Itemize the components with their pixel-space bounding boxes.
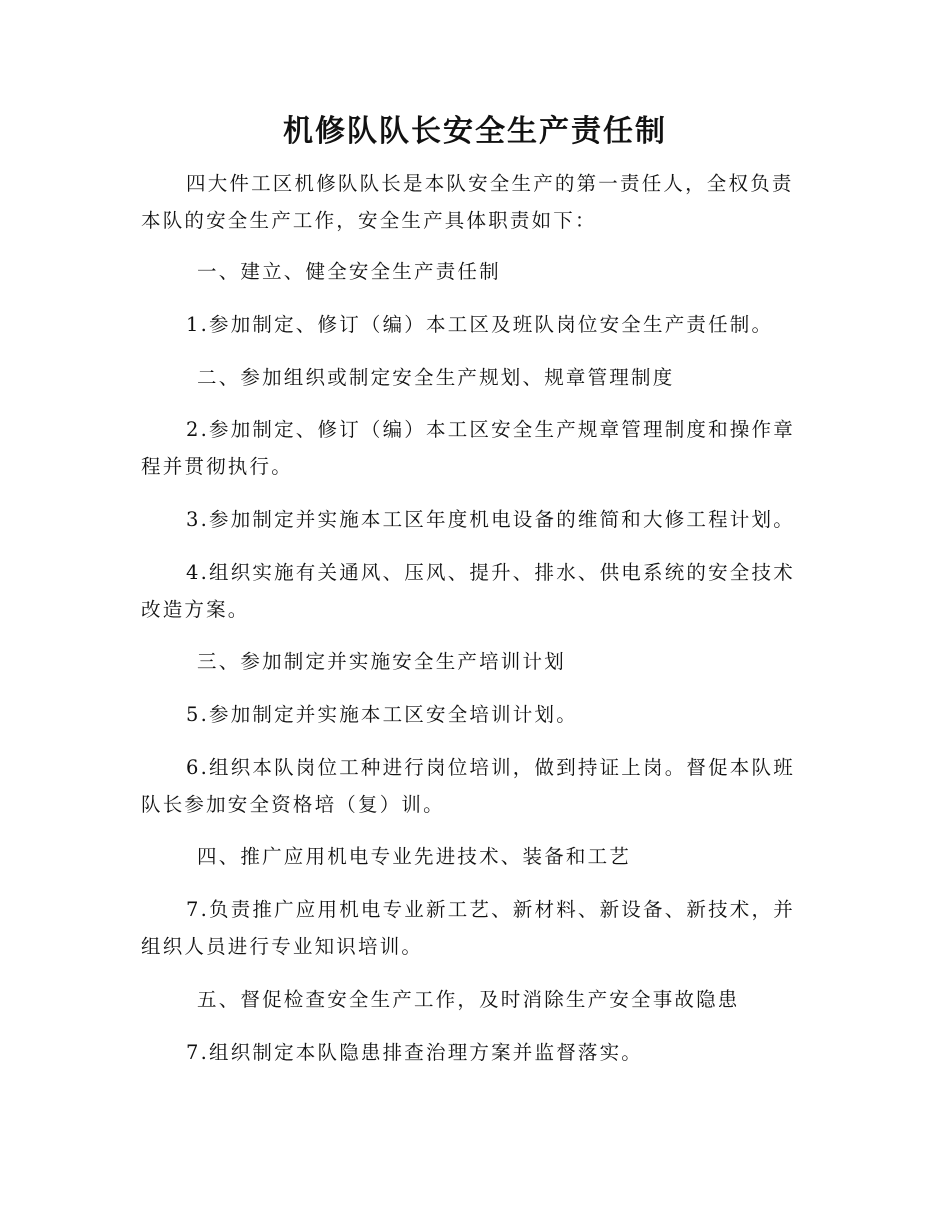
clause-7a-line-1: 7.负责推广应用机电专业新工艺、新材料、新设备、新技术，并	[186, 898, 795, 921]
section-heading-4: 四、推广应用机电专业先进技术、装备和工艺	[197, 845, 632, 868]
intro-line-1: 四大件工区机修队队长是本队安全生产的第一责任人，全权负责	[186, 172, 794, 195]
section-heading-3: 三、参加制定并实施安全生产培训计划	[197, 650, 566, 673]
clause-6-line-2: 队长参加安全资格培（复）训。	[141, 793, 445, 816]
clause-7b: 7.组织制定本队隐患排查治理方案并监督落实。	[186, 1041, 644, 1064]
clause-5: 5.参加制定并实施本工区安全培训计划。	[186, 703, 578, 726]
clause-4-line-1: 4.组织实施有关通风、压风、提升、排水、供电系统的安全技术	[186, 561, 795, 584]
document-title: 机修队队长安全生产责任制	[283, 114, 667, 149]
section-heading-5: 五、督促检查安全生产工作，及时消除生产安全事故隐患	[197, 988, 740, 1011]
clause-2-line-1: 2.参加制定、修订（编）本工区安全生产规章管理制度和操作章	[186, 418, 795, 441]
clause-4	[141, 554, 801, 628]
clause-6-line-1: 6.组织本队岗位工种进行岗位培训，做到持证上岗。督促本队班	[186, 756, 795, 779]
clause-7a	[141, 891, 801, 965]
clause-4-line-2: 改造方案。	[141, 598, 250, 621]
section-heading-2: 二、参加组织或制定安全生产规划、规章管理制度	[197, 366, 675, 389]
clause-2	[141, 411, 801, 485]
clause-2-line-2: 程并贯彻执行。	[141, 455, 293, 478]
intro-paragraph	[141, 165, 801, 239]
clause-1: 1.参加制定、修订（编）本工区及班队岗位安全生产责任制。	[186, 313, 774, 336]
clause-3: 3.参加制定并实施本工区年度机电设备的维简和大修工程计划。	[186, 508, 795, 531]
intro-line-2: 本队的安全生产工作，安全生产具体职责如下：	[141, 209, 597, 232]
section-heading-1: 一、建立、健全安全生产责任制	[197, 260, 501, 283]
clause-7a-line-2: 组织人员进行专业知识培训。	[141, 935, 424, 958]
clause-6	[141, 749, 801, 823]
